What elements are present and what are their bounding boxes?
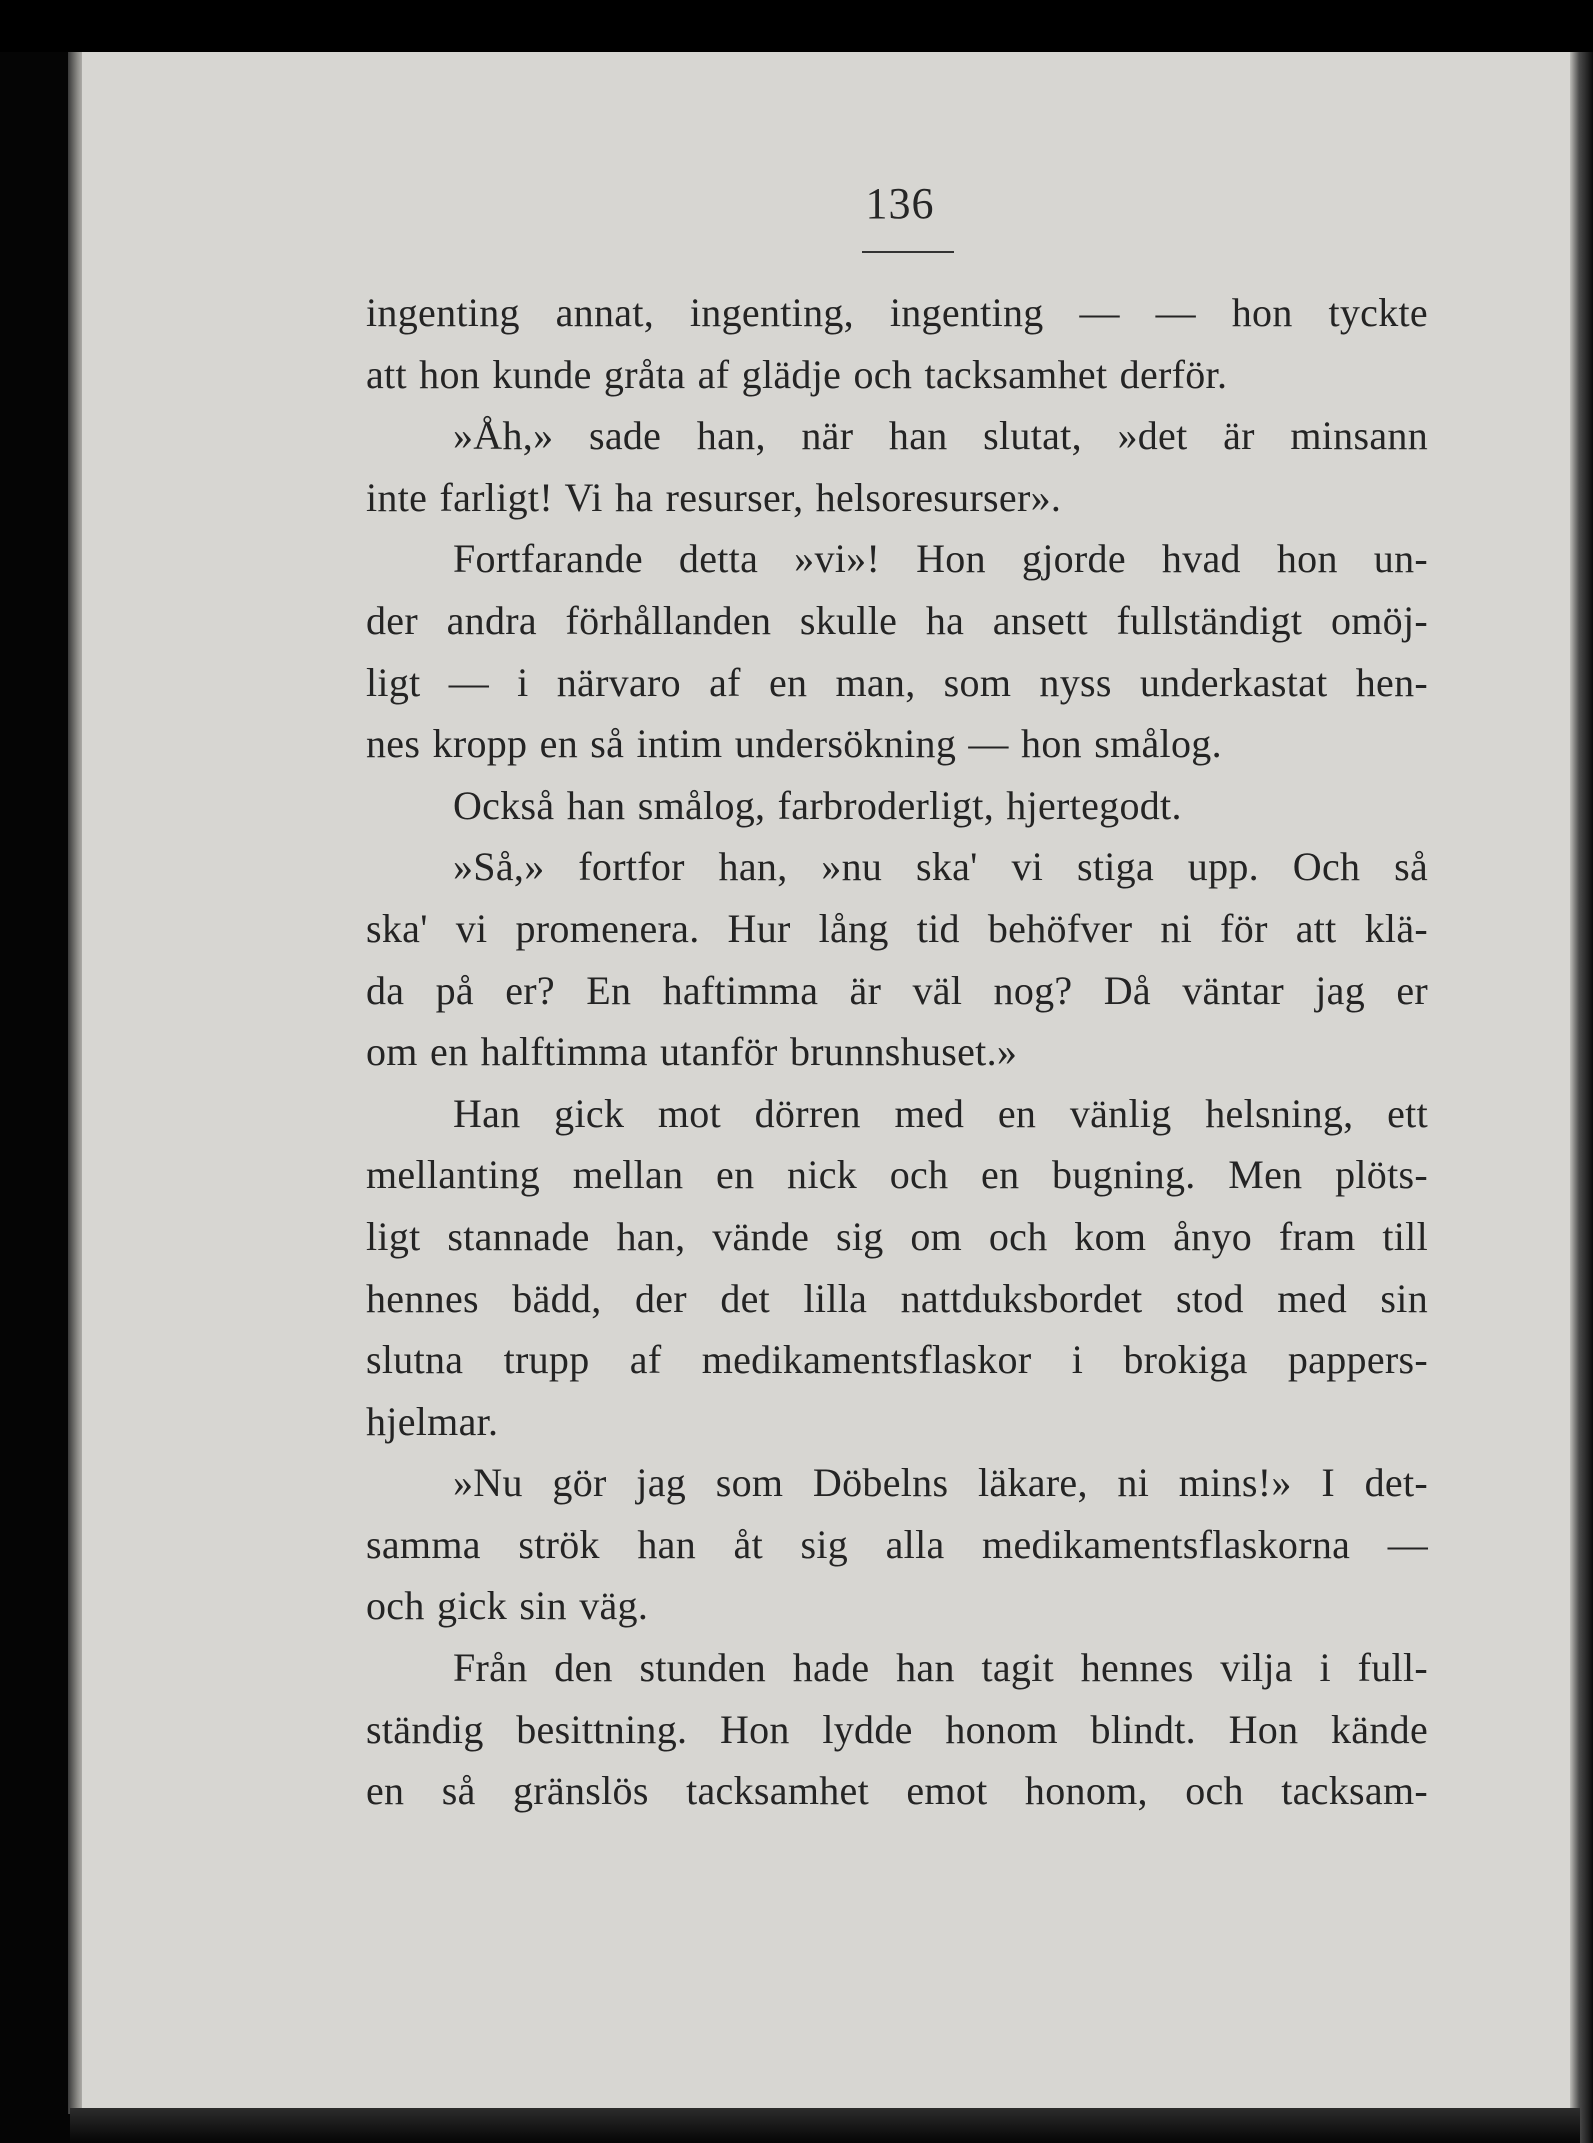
text-line: da på er? En haftimma är väl nog? Då väntar jag er bbox=[366, 967, 1428, 1013]
text-line: ständig besittning. Hon lydde honom blindt. Hon kände bbox=[366, 1706, 1428, 1752]
text-line: och gick sin väg. bbox=[366, 1583, 649, 1629]
scan-border-top bbox=[0, 0, 1593, 52]
text-line: ska' vi promenera. Hur lång tid behöfver ni för att klä- bbox=[366, 905, 1428, 951]
text-line: Han gick mot dörren med en vänlig helsning, ett bbox=[453, 1090, 1428, 1136]
text-line: »Nu gör jag som Döbelns läkare, ni mins!» I det- bbox=[453, 1460, 1428, 1506]
text-line: ingenting annat, ingenting, ingenting — — hon tyckte bbox=[366, 290, 1428, 335]
text-line: Från den stunden hade han tagit hennes vilja i full- bbox=[453, 1645, 1428, 1691]
text-line: att hon kunde gråta af glädje och tacksamhet derför. bbox=[366, 351, 1228, 397]
page-bottom-edge bbox=[70, 2108, 1580, 2143]
text-line: ligt — i närvaro af en man, som nyss underkastat hen- bbox=[366, 659, 1428, 705]
text-line: en så gränslös tacksamhet emot honom, och tacksam- bbox=[366, 1768, 1428, 1814]
text-line: Också han smålog, farbroderligt, hjertegodt. bbox=[453, 782, 1182, 828]
text-line: hjelmar. bbox=[366, 1398, 499, 1444]
body-text bbox=[366, 282, 1428, 1822]
text-line: ligt stannade han, vände sig om och kom ånyo fram till bbox=[366, 1213, 1428, 1259]
text-line: nes kropp en så intim undersökning — hon smålog. bbox=[366, 721, 1222, 767]
text-line: samma strök han åt sig alla medikamentsflaskorna — bbox=[366, 1521, 1428, 1567]
page-number: 136 bbox=[865, 179, 935, 228]
text-line: inte farligt! Vi ha resurser, helsoresurser». bbox=[366, 474, 1062, 520]
text-line: »Åh,» sade han, när han slutat, »det är minsann bbox=[453, 413, 1428, 459]
text-line: slutna trupp af medikamentsflaskor i brokiga pappers- bbox=[366, 1337, 1428, 1383]
text-line: Fortfarande detta »vi»! Hon gjorde hvad hon un- bbox=[453, 536, 1428, 582]
text-line: »Så,» fortfor han, »nu ska' vi stiga upp. Och så bbox=[453, 844, 1428, 890]
text-line: om en halftimma utanför brunnshuset.» bbox=[366, 1029, 1018, 1075]
page-right-edge bbox=[1570, 52, 1593, 2143]
text-line: mellanting mellan en nick och en bugning. Men plöts- bbox=[366, 1152, 1428, 1198]
text-line: hennes bädd, der det lilla nattduksbordet stod med sin bbox=[366, 1275, 1428, 1321]
text-line: der andra förhållanden skulle ha ansett fullständigt omöj- bbox=[366, 597, 1428, 643]
page-number-rule bbox=[862, 251, 954, 253]
